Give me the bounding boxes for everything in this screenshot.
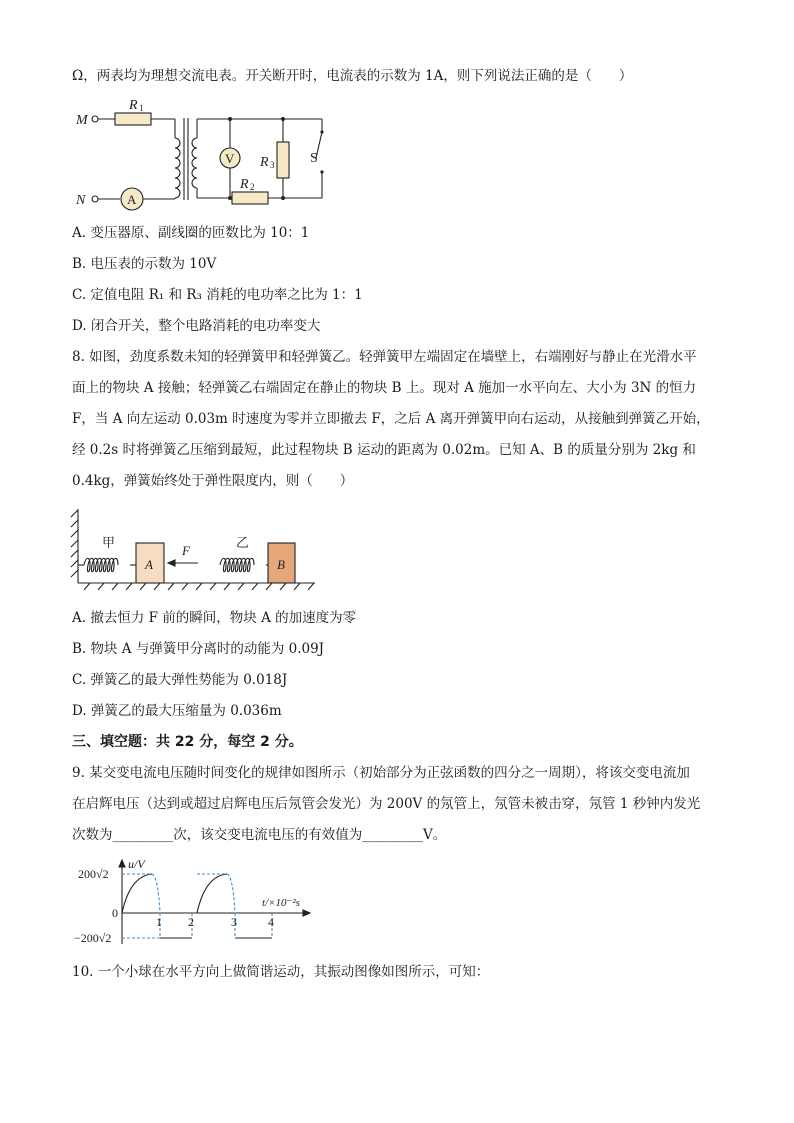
label-R2-sub: 2 <box>250 182 255 192</box>
label-R1: R <box>129 100 138 113</box>
ammeter-label: A <box>127 192 137 207</box>
label-M: M <box>76 113 88 128</box>
q8-line-2: 面上的物块 A 接触；轻弹簧乙右端固定在静止的物块 B 上。现对 A 施加一水平向左、大小为 3N 的恒力 <box>72 380 697 396</box>
q8-line-3: F，当 A 向左运动 0.03m 时速度为零并立即撤去 F，之后 A 离开弹簧甲向右运动，从接触到弹簧乙开始， <box>72 411 710 427</box>
block-b-label: B <box>277 557 285 572</box>
q7-option-a: A. 变压器原、副线圈的匝数比为 10：1 <box>72 225 310 241</box>
x-axis-label: t/×10⁻²s <box>262 897 300 909</box>
label-R3-sub: 3 <box>270 160 275 170</box>
x-tick-1: 1 <box>156 915 162 929</box>
y-axis-label: u/V <box>128 857 145 871</box>
circuit-diagram <box>72 100 342 215</box>
label-N: N <box>76 193 86 208</box>
q8-option-d: D. 弹簧乙的最大压缩量为 0.036m <box>72 703 282 719</box>
origin-label: 0 <box>112 906 118 920</box>
label-jia: 甲 <box>102 535 116 550</box>
x-tick-4: 4 <box>268 915 274 929</box>
q8-line-5: 0.4kg，弹簧始终处于弹性限度内，则（ ） <box>72 473 354 489</box>
q8-line-1: 8. 如图，劲度系数未知的轻弹簧甲和轻弹簧乙。轻弹簧甲左端固定在墙壁上，右端刚好与静止在光滑水平 <box>72 349 697 365</box>
x-tick-2: 2 <box>188 915 194 929</box>
spring-diagram <box>70 505 320 590</box>
voltage-time-graph <box>72 856 322 952</box>
q7-intro: Ω，两表均为理想交流电表。开关断开时，电流表的示数为 1A，则下列说法正确的是（ ） <box>72 68 633 84</box>
q7-option-d: D. 闭合开关，整个电路消耗的电功率变大 <box>72 318 321 334</box>
q8-line-4: 经 0.2s 时将弹簧乙压缩到最短，此过程物块 B 运动的距离为 0.02m。已知 A、B 的质量分别为 2kg 和 <box>72 442 696 458</box>
y-tick-negative: −200√2 <box>74 931 112 945</box>
x-tick-3: 3 <box>231 915 237 929</box>
u-t-graph <box>72 856 322 948</box>
label-S: S <box>310 151 318 166</box>
transformer-circuit-figure <box>72 100 342 219</box>
spring-blocks-figure <box>70 505 320 594</box>
q8-option-b: B. 物块 A 与弹簧甲分离时的动能为 0.09J <box>72 641 325 657</box>
label-yi: 乙 <box>236 535 250 550</box>
section-3-title: 三、填空题：共 22 分，每空 2 分。 <box>72 734 303 750</box>
label-R2: R <box>240 177 249 192</box>
q7-option-b: B. 电压表的示数为 10V <box>72 256 217 272</box>
q8-option-a: A. 撤去恒力 F 前的瞬间，物块 A 的加速度为零 <box>72 610 357 626</box>
q10-text: 10. 一个小球在水平方向上做简谐运动，其振动图像如图所示，可知： <box>72 964 490 980</box>
q8-option-c: C. 弹簧乙的最大弹性势能为 0.018J <box>72 672 288 688</box>
label-R3: R <box>260 155 269 170</box>
q9-line-1: 9. 某交变电流电压随时间变化的规律如图所示（初始部分为正弦函数的四分之一周期），将该交变电流加 <box>72 765 690 781</box>
voltmeter-label: V <box>225 151 235 166</box>
q9-line-2: 在启辉电压（达到或超过启辉电压后氖管会发光）为 200V 的氖管上，氖管未被击穿，氖管 1 秒钟内发光 <box>72 796 701 812</box>
label-R1-sub: 1 <box>139 103 144 113</box>
q9-line-3: 次数为_________次，该交变电流电压的有效值为_________V。 <box>72 827 447 843</box>
block-a-label: A <box>145 557 153 572</box>
y-tick-positive: 200√2 <box>78 867 109 881</box>
label-F: F <box>182 543 190 558</box>
q7-option-c: C. 定值电阻 R₁ 和 R₃ 消耗的电功率之比为 1：1 <box>72 287 363 303</box>
